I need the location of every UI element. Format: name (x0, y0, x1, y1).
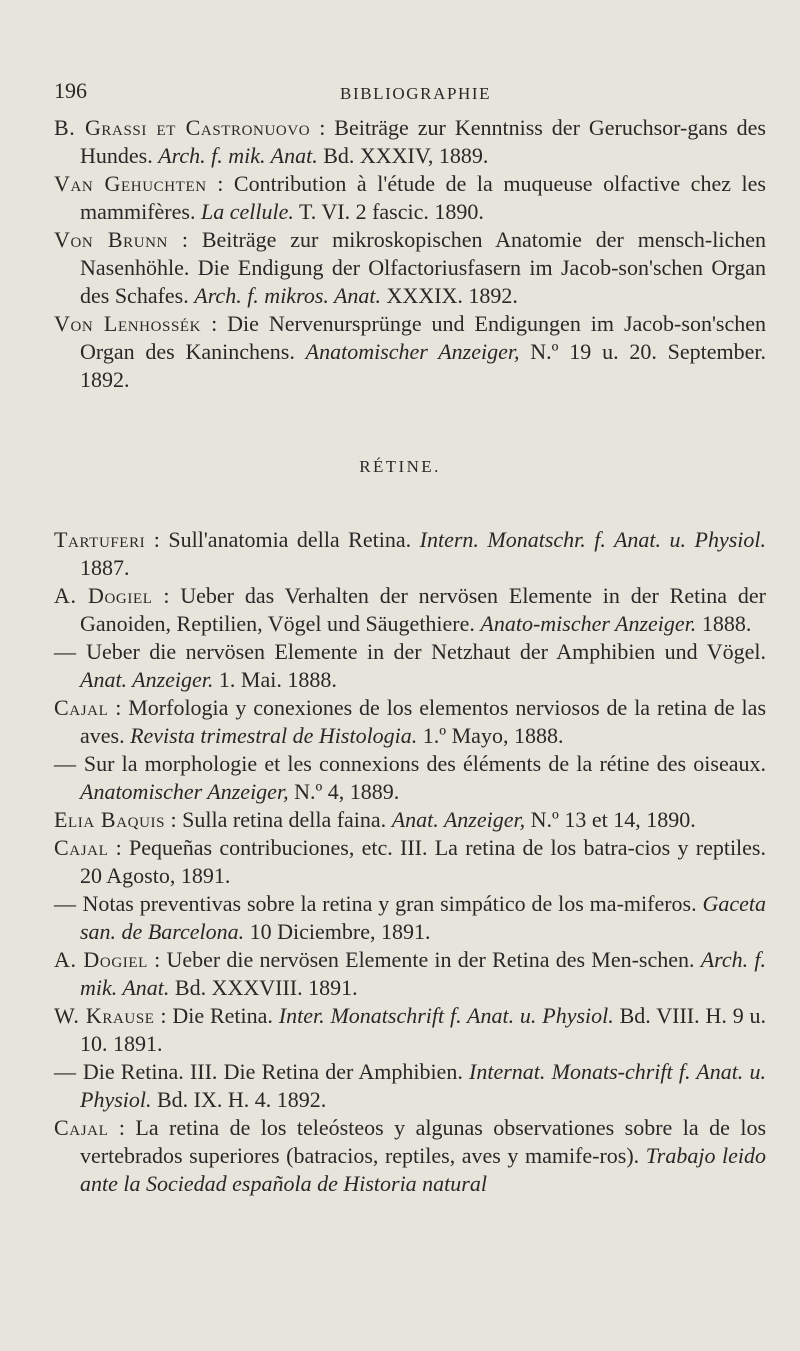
entry-journal: Anat. Anzeiger. (80, 667, 214, 692)
bibliography-entry (54, 226, 766, 310)
entry-author: — (54, 751, 77, 776)
entry-details: 1888. (701, 611, 752, 636)
entry-title: Notas preventivas sobre la retina y gran simpático de los ma-miferos. (82, 891, 697, 916)
entry-title: : Beiträge zur Kenntniss der Geruchsor-gans des Hundes. (80, 115, 766, 168)
entry-author: — (54, 891, 77, 916)
entry-details: XXXIX. 1892. (386, 283, 518, 308)
entry-details: N.º 13 et 14, 1890. (530, 807, 696, 832)
entry-author: — (54, 1059, 77, 1084)
entry-author: Cajal (54, 835, 109, 860)
entry-author: Cajal (54, 1115, 109, 1140)
entry-journal: Arch. f. mikros. Anat. (194, 283, 382, 308)
retina-bibliography (54, 526, 766, 1198)
entry-details: T. VI. 2 fascic. 1890. (298, 199, 484, 224)
entry-details: 1. Mai. 1888. (218, 667, 337, 692)
olfactive-bibliography (54, 114, 766, 394)
entry-author: Van Gehuchten (54, 171, 207, 196)
bibliography-entry (54, 1058, 766, 1114)
entry-details: 1.º Mayo, 1888. (422, 723, 564, 748)
bibliography-entry (54, 834, 766, 890)
bibliography-entry (54, 170, 766, 226)
entry-title: : Die Nervenursprünge und Endigungen im Jacob-son'schen Organ des Kaninchens. (80, 311, 766, 364)
entry-title: : Ueber die nervösen Elemente in der Retina des Men-schen. (154, 947, 695, 972)
entry-author: Cajal (54, 695, 109, 720)
entry-author: W. Krause (54, 1003, 155, 1028)
entry-title: : Morfologia y conexiones de los elementos nerviosos de la retina de las aves. (80, 695, 767, 748)
bibliography-entry (54, 694, 766, 750)
entry-title: : Sulla retina della faina. (170, 807, 387, 832)
entry-journal: La cellule. (200, 199, 294, 224)
entry-details: 10 Diciembre, 1891. (249, 919, 431, 944)
entry-title: : Contribution à l'étude de la muqueuse olfactive chez les mammifères. (80, 171, 766, 224)
entry-journal: Inter. Monatschrift f. Anat. u. Physiol. (278, 1003, 614, 1028)
entry-journal: Gaceta san. de Barcelona. (80, 891, 767, 944)
entry-author: B. Grassi et Castronuovo (54, 115, 311, 140)
entry-title: : Pequeñas contribuciones, etc. III. La retina de los batra-cios y reptiles. 20 Agosto, 1891. (80, 835, 766, 888)
running-title: BIBLIOGRAPHIE (340, 84, 492, 103)
entry-details: N.º 4, 1889. (294, 779, 400, 804)
entry-author: Tartuferi (54, 527, 146, 552)
entry-details: N.º 19 u. 20. September. 1892. (80, 339, 767, 392)
bibliography-entry (54, 638, 766, 694)
entry-title: : Ueber das Verhalten der nervösen Elemente in der Retina der Ganoiden, Reptilien, Vögel und Säugethiere. (80, 583, 766, 636)
entry-author: Von Brunn (54, 227, 168, 252)
bibliography-entry (54, 1002, 766, 1058)
entry-journal: Internat. Monats-chrift f. Anat. u. Physiol. (80, 1059, 767, 1112)
bibliography-entry (54, 750, 766, 806)
entry-details: Bd. XXXIV, 1889. (323, 143, 489, 168)
entry-journal: Arch. f. mik. Anat. (158, 143, 318, 168)
entry-title: : Beiträge zur mikroskopischen Anatomie der mensch-lichen Nasenhöhle. Die Endigung der Olfactoriusfasern im Jacob-son'schen Organ des Schafes. (80, 227, 767, 308)
bibliography-entry (54, 890, 766, 946)
entry-journal: Anat. Anzeiger, (391, 807, 526, 832)
entry-details: Bd. XXXVIII. 1891. (174, 975, 358, 1000)
entry-details: Bd. IX. H. 4. 1892. (157, 1087, 327, 1112)
section-title: RÉTINE. (359, 457, 441, 476)
entry-author: A. Dogiel (54, 947, 148, 972)
entry-title: : Die Retina. (160, 1003, 273, 1028)
entry-title: Sur la morphologie et les connexions des éléments de la rétine des oiseaux. (83, 751, 767, 776)
entry-author: A. Dogiel (54, 583, 153, 608)
entry-details: 1887. (80, 555, 130, 580)
bibliography-entry (54, 114, 766, 170)
entry-author: Von Lenhossék (54, 311, 202, 336)
entry-journal: Revista trimestral de Histologia. (130, 723, 418, 748)
entry-author: — (54, 639, 77, 664)
entry-title: : La retina de los teleósteos y algunas observationes sobre la de los vertebrados superiores (batracios, reptiles, aves y mamife-ros). (80, 1115, 767, 1168)
entry-title: Ueber die nervösen Elemente in der Netzhaut der Amphibien und Vögel. (86, 639, 767, 664)
entry-journal: Anatomischer Anzeiger, (305, 339, 520, 364)
bibliography-entry (54, 806, 766, 834)
bibliography-entry (54, 1114, 766, 1198)
entry-author: Elia Baquis (54, 807, 166, 832)
page-number: 196 (54, 78, 87, 103)
entry-journal: Intern. Monatschr. f. Anat. u. Physiol. (419, 527, 767, 552)
entry-journal: Arch. f. mik. Anat. (80, 947, 766, 1000)
bibliography-entry (54, 582, 766, 638)
entry-title: Die Retina. III. Die Retina der Amphibien. (82, 1059, 463, 1084)
entry-journal: Anato-mischer Anzeiger. (480, 611, 697, 636)
entry-journal: Trabajo leido ante la Sociedad española de Historia natural (80, 1143, 766, 1196)
entry-details: Bd. VIII. H. 9 u. 10. 1891. (80, 1003, 767, 1056)
bibliography-entry (54, 946, 766, 1002)
entry-title: : Sull'anatomia della Retina. (153, 527, 412, 552)
entry-journal: Anatomischer Anzeiger, (80, 779, 289, 804)
bibliography-entry (54, 310, 766, 394)
bibliography-entry (54, 526, 766, 582)
